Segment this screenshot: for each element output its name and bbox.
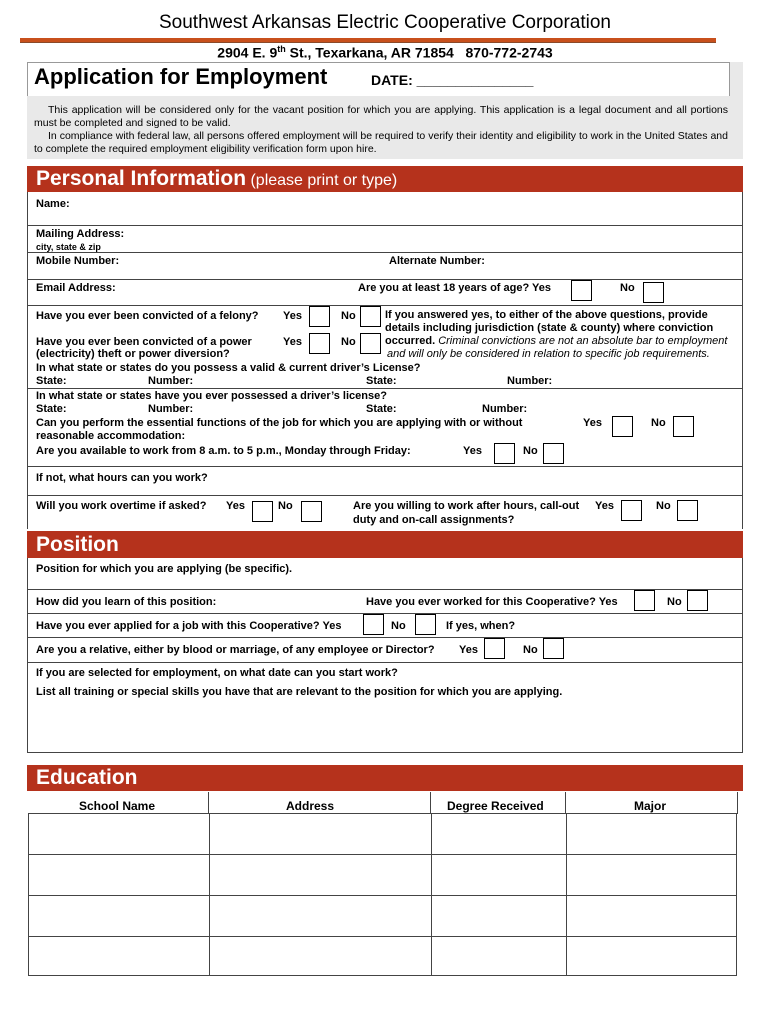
license-state-label-2: State: xyxy=(366,375,397,387)
conviction-explanation-2: details including jurisdiction (state & county) where conviction xyxy=(385,322,714,334)
worked-no-label: No xyxy=(667,596,682,608)
edu-grid-row xyxy=(29,895,736,896)
org-address xyxy=(0,44,770,61)
col-degree: Degree Received xyxy=(447,799,544,813)
felony-no-label: No xyxy=(341,310,356,322)
license-number-label: Number: xyxy=(148,375,194,387)
col-major: Major xyxy=(634,799,667,813)
relative-yes-label: Yes xyxy=(459,644,478,656)
if-not-hours-label: If not, what hours can you work? xyxy=(36,472,208,484)
personal-info-heading xyxy=(27,166,743,192)
personal-heading-text: Personal Information xyxy=(36,167,247,190)
age-no-checkbox[interactable] xyxy=(643,282,664,303)
address-sup: th xyxy=(277,44,286,54)
hours-yes-checkbox[interactable] xyxy=(494,443,515,464)
conviction-explanation-3 xyxy=(385,335,727,347)
worked-no-checkbox[interactable] xyxy=(687,590,708,611)
power-no-label: No xyxy=(341,336,356,348)
license-ever-number-label: Number: xyxy=(148,403,194,415)
overtime-no-checkbox[interactable] xyxy=(301,501,322,522)
alternate-label: Alternate Number: xyxy=(389,255,485,267)
afterhours-no-label: No xyxy=(656,500,671,512)
personal-left-border xyxy=(27,192,28,529)
relative-question: Are you a relative, either by blood or marriage, of any employee or Director? xyxy=(36,644,435,656)
skills-question: List all training or special skills you have that are relevant to the position for which you are applying. xyxy=(36,686,563,698)
header-rule xyxy=(20,38,716,43)
start-date-question: If you are selected for employment, on what date can you start work? xyxy=(36,667,398,679)
position-for-label: Position for which you are applying (be specific). xyxy=(36,563,293,575)
hours-yes-label: Yes xyxy=(463,445,482,457)
mobile-label: Mobile Number: xyxy=(36,255,120,267)
rule xyxy=(27,752,743,753)
if-yes-when-label: If yes, when? xyxy=(446,620,516,632)
hours-question: Are you available to work from 8 a.m. to 5 p.m., Monday through Friday: xyxy=(36,445,411,457)
afterhours-question-line2: duty and on-call assignments? xyxy=(353,514,515,526)
date-label: DATE: _______________ xyxy=(371,72,534,88)
conviction-explanation-4: and will only be considered in relation to specific job requirements. xyxy=(387,348,710,360)
applied-question: Have you ever applied for a job with this Cooperative? Yes xyxy=(36,620,342,632)
overtime-yes-label: Yes xyxy=(226,500,245,512)
rule xyxy=(27,305,743,306)
power-question-line2: (electricity) theft or power diversion? xyxy=(36,348,230,360)
worked-question: Have you ever worked for this Cooperative? Yes xyxy=(366,596,618,608)
applied-no-label: No xyxy=(391,620,406,632)
overtime-no-label: No xyxy=(278,500,293,512)
age-no-label: No xyxy=(620,282,635,294)
essential-yes-checkbox[interactable] xyxy=(612,416,633,437)
power-no-checkbox[interactable] xyxy=(360,333,381,354)
rule xyxy=(27,225,743,226)
license-ever-state-label-2: State: xyxy=(366,403,397,415)
hours-no-label: No xyxy=(523,445,538,457)
age-question: Are you at least 18 years of age? Yes xyxy=(358,282,552,294)
intro-paragraph-2: In compliance with federal law, all persons offered employment will be required to verify their identity and eligibility to work in the United States and to complete the required employment eligibility verification form upon hire. xyxy=(34,130,728,155)
edu-col-divider xyxy=(565,792,566,814)
worked-yes-checkbox[interactable] xyxy=(634,590,655,611)
overtime-yes-checkbox[interactable] xyxy=(252,501,273,522)
personal-right-border xyxy=(742,192,743,529)
age-yes-checkbox[interactable] xyxy=(571,280,592,301)
learn-of-position-label: How did you learn of this position: xyxy=(36,596,217,608)
education-heading: Education xyxy=(27,765,743,791)
mailing-sub-label: city, state & zip xyxy=(36,242,101,252)
position-right-border xyxy=(742,558,743,752)
essential-no-checkbox[interactable] xyxy=(673,416,694,437)
education-table xyxy=(28,813,737,976)
power-yes-checkbox[interactable] xyxy=(309,333,330,354)
license-number-label-2: Number: xyxy=(507,375,553,387)
conviction-explanation-1: If you answered yes, to either of the above questions, provide xyxy=(385,309,708,321)
felony-no-checkbox[interactable] xyxy=(360,306,381,327)
power-question-line1: Have you ever been convicted of a power xyxy=(36,336,252,348)
col-school-name: School Name xyxy=(79,799,156,813)
relative-no-checkbox[interactable] xyxy=(543,638,564,659)
applied-no-checkbox[interactable] xyxy=(415,614,436,635)
edu-grid-row xyxy=(29,936,736,937)
essential-no-label: No xyxy=(651,417,666,429)
col-address: Address xyxy=(286,799,335,813)
essential-question-line1: Can you perform the essential functions of the job for which you are applying with or without xyxy=(36,417,523,429)
felony-yes-label: Yes xyxy=(283,310,302,322)
edu-col-divider xyxy=(737,792,738,814)
essential-question-line2: reasonable accommodation: xyxy=(36,430,186,442)
explain3-italic: Criminal convictions are not an absolute bar to employment xyxy=(435,335,728,347)
rule xyxy=(27,495,743,496)
personal-heading-sub: (please print or type) xyxy=(246,172,398,189)
position-heading: Position xyxy=(27,531,743,558)
afterhours-no-checkbox[interactable] xyxy=(677,500,698,521)
address-pre: 2904 E. 9 xyxy=(217,44,278,61)
explain3-bold: occurred. xyxy=(385,335,436,347)
afterhours-yes-label: Yes xyxy=(595,500,614,512)
afterhours-yes-checkbox[interactable] xyxy=(621,500,642,521)
felony-question: Have you ever been convicted of a felony? xyxy=(36,310,259,322)
rule xyxy=(27,466,743,467)
rule xyxy=(27,613,743,614)
intro-paragraph-1: This application will be considered only for the vacant position for which you are applying. This application is a legal document and all portions must be completed and signed to be valid. xyxy=(34,104,728,129)
overtime-question: Will you work overtime if asked? xyxy=(36,500,207,512)
rule xyxy=(27,662,743,663)
relative-no-label: No xyxy=(523,644,538,656)
relative-yes-checkbox[interactable] xyxy=(484,638,505,659)
edu-col-divider xyxy=(430,792,431,814)
license-ever-question: In what state or states have you ever possessed a driver’s license? xyxy=(36,390,387,402)
mailing-label: Mailing Address: xyxy=(36,228,125,240)
hours-no-checkbox[interactable] xyxy=(543,443,564,464)
rule xyxy=(27,279,743,280)
power-yes-label: Yes xyxy=(283,336,302,348)
edu-grid-row xyxy=(29,854,736,855)
edu-col-divider xyxy=(208,792,209,814)
email-label: Email Address: xyxy=(36,282,116,294)
license-ever-number-label-2: Number: xyxy=(482,403,528,415)
applied-yes-checkbox[interactable] xyxy=(363,614,384,635)
afterhours-question-line1: Are you willing to work after hours, call-out xyxy=(353,500,580,512)
license-question: In what state or states do you possess a valid & current driver’s License? xyxy=(36,362,421,374)
rule xyxy=(27,637,743,638)
page-title: Application for Employment xyxy=(34,64,328,89)
rule xyxy=(27,388,743,389)
license-state-label: State: xyxy=(36,375,67,387)
rule xyxy=(27,252,743,253)
address-post: St., Texarkana, AR 71854 870-772-2743 xyxy=(285,44,553,61)
felony-yes-checkbox[interactable] xyxy=(309,306,330,327)
position-left-border xyxy=(27,558,28,752)
org-name: Southwest Arkansas Electric Cooperative Corporation xyxy=(158,12,611,33)
essential-yes-label: Yes xyxy=(583,417,602,429)
license-ever-state-label: State: xyxy=(36,403,67,415)
name-label: Name: xyxy=(36,198,70,210)
